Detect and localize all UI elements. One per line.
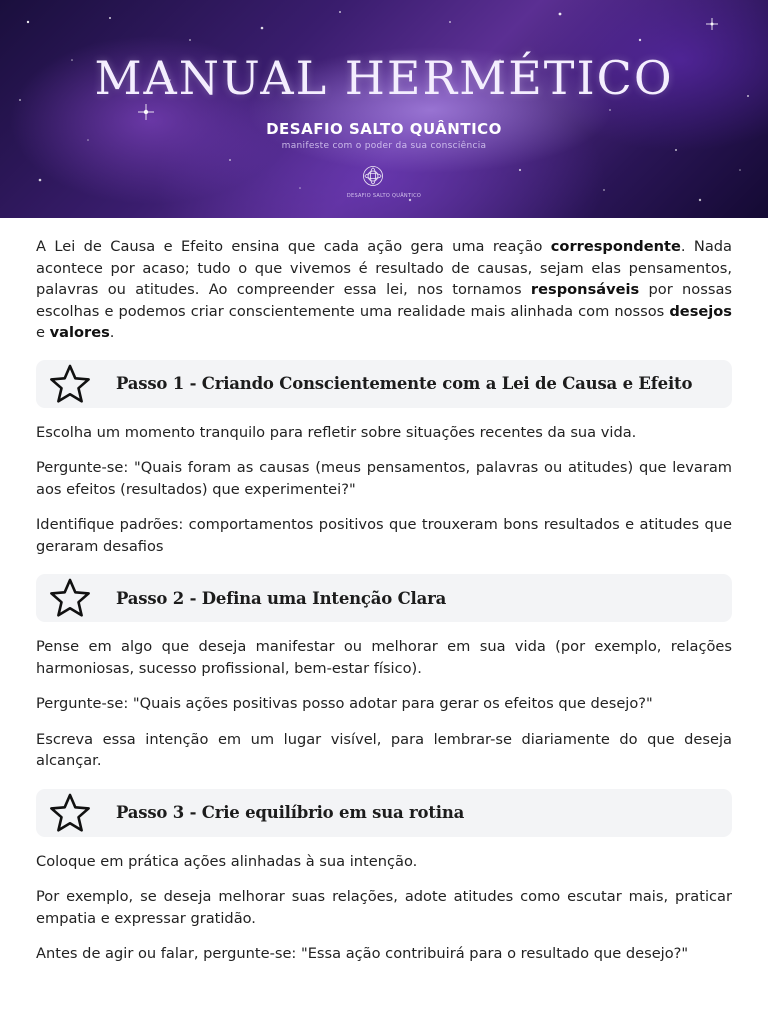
intro-paragraph: A Lei de Causa e Efeito ensina que cada ação gera uma reação correspondente. Nada acontece por acaso; tudo o que vivemos é resultado de causas, sejam elas pensamentos, palavras ou atitudes. Ao compreender essa lei, nos tornamos responsáveis por nossas escolhas e podemos criar conscientemente uma realidade mais alinhada com nossos desejos e valores. [36,238,732,341]
star-icon [48,576,92,620]
mandala-icon [362,165,384,187]
intro-bold-desejos: desejos [669,302,732,320]
banner-logo-text: DESAFIO SALTO QUÂNTICO [346,193,422,199]
banner-title: MANUAL HERMÉTICO [94,51,674,105]
step-2-paragraph: Pense em algo que deseja manifestar ou melhorar em sua vida (por exemplo, relações harmoniosas, sucesso profissional, bem-estar físico). [36,638,732,677]
step-3-paragraph: Por exemplo, se deseja melhorar suas relações, adote atitudes como escutar mais, praticar empatia e expressar gratidão. [36,888,732,927]
banner-tagline: manifeste com o poder da sua consciência [281,141,487,151]
banner-subtitle: DESAFIO SALTO QUÂNTICO [266,120,502,138]
step-3-paragraph: Coloque em prática ações alinhadas à sua intenção. [36,852,418,870]
star-icon [48,362,92,406]
intro-bold-responsaveis: responsáveis [530,281,640,298]
main-content [36,236,732,979]
step-2-paragraph: Pergunte-se: "Quais ações positivas posso adotar para gerar os efeitos que desejo?" [36,695,653,712]
step-1-paragraph: Pergunte-se: "Quais foram as causas (meus pensamentos, palavras ou atitudes) que levaram aos efeitos (resultados) que experimentei?" [36,459,732,498]
step-3-paragraph: Antes de agir ou falar, pergunte-se: "Essa ação contribuirá para o resultado que desejo?" [36,945,689,962]
step-3-header [36,789,732,837]
step-2-paragraph: Escreva essa intenção em um lugar visível, para lembrar-se diariamente do que deseja alcançar. [36,730,732,769]
step-2-header [36,574,732,622]
intro-bold-correspondente: correspondente [550,238,681,255]
starfield-background [0,0,768,218]
step-1-title: Passo 1 - Criando Conscientemente com a Lei de Causa e Efeito [116,374,693,393]
step-1-header [36,360,732,408]
header-banner [0,0,768,218]
step-1-paragraph: Identifique padrões: comportamentos positivos que trouxeram bons resultados e atitudes que geraram desafios [36,516,732,555]
step-2-title: Passo 2 - Defina uma Intenção Clara [116,588,447,608]
step-3-title: Passo 3 - Crie equilíbrio em sua rotina [116,803,465,822]
intro-bold-valores: valores [49,324,110,341]
step-1-paragraph: Escolha um momento tranquilo para refletir sobre situações recentes da sua vida. [36,423,637,441]
star-icon [48,791,92,835]
